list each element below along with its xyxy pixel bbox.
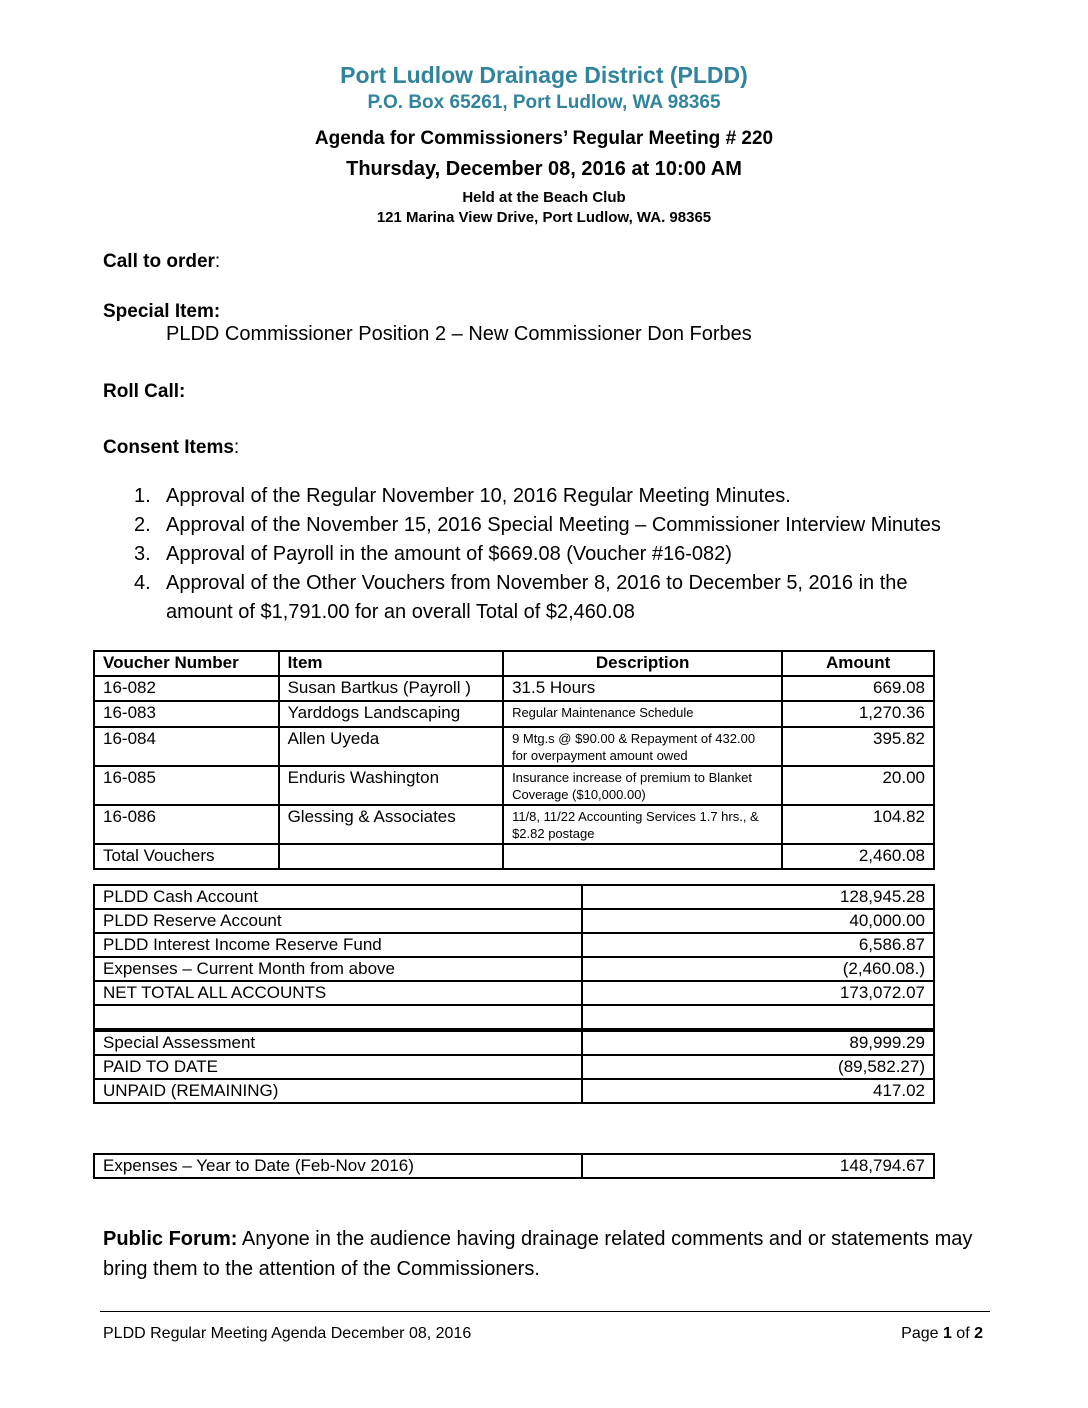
voucher-description: Regular Maintenance Schedule <box>503 701 782 727</box>
ytd-label: Expenses – Year to Date (Feb-Nov 2016) <box>94 1154 582 1178</box>
consent-item <box>134 511 974 540</box>
voucher-amount: 104.82 <box>782 805 934 844</box>
voucher-amount: 395.82 <box>782 727 934 766</box>
item-number: 1. <box>134 485 151 507</box>
item-number: 3. <box>134 543 151 565</box>
accounts-table <box>93 884 935 1104</box>
ytd-expenses-table <box>93 1153 935 1179</box>
consent-list <box>134 482 974 627</box>
account-value: 173,072.07 <box>582 981 934 1005</box>
empty-cell <box>503 844 782 869</box>
agenda-title: Agenda for Commissioners’ Regular Meeting # 220 <box>314 128 774 149</box>
org-address: P.O. Box 65261, Port Ludlow, WA 98365 <box>367 92 721 113</box>
account-row-special-assessment <box>94 1030 934 1055</box>
page-current: 1 <box>942 1325 952 1342</box>
page-indicator <box>901 1325 983 1343</box>
ytd-row <box>94 1154 934 1178</box>
page-prefix: Page <box>901 1325 943 1342</box>
voucher-number: 16-083 <box>94 701 279 727</box>
voucher-amount: 669.08 <box>782 676 934 701</box>
voucher-number: 16-085 <box>94 766 279 805</box>
footer-divider <box>100 1311 990 1312</box>
account-label: PLDD Cash Account <box>94 885 582 909</box>
account-row-blank <box>94 1005 934 1030</box>
meeting-datetime: Thursday, December 08, 2016 at 10:00 AM <box>346 158 742 180</box>
voucher-number: 16-082 <box>94 676 279 701</box>
consent-item <box>134 482 974 511</box>
table-row <box>94 727 934 766</box>
venue-address: 121 Marina View Drive, Port Ludlow, WA. 98365 <box>376 209 712 226</box>
account-label: PLDD Interest Income Reserve Fund <box>94 933 582 957</box>
special-item-text: PLDD Commissioner Position 2 – New Commissioner Don Forbes <box>166 323 752 345</box>
account-value: 89,999.29 <box>582 1030 934 1055</box>
footer-title: PLDD Regular Meeting Agenda December 08, 2016 <box>103 1325 472 1342</box>
empty-cell <box>94 1005 582 1030</box>
voucher-item: Susan Bartkus (Payroll ) <box>279 676 504 701</box>
account-row-cash <box>94 885 934 909</box>
ytd-value: 148,794.67 <box>582 1154 934 1178</box>
account-value: (89,582.27) <box>582 1055 934 1079</box>
empty-cell <box>279 844 504 869</box>
colon: : <box>214 251 221 272</box>
voucher-description: 31.5 Hours <box>503 676 782 701</box>
voucher-item: Glessing & Associates <box>279 805 504 844</box>
account-row-reserve <box>94 909 934 933</box>
account-value: 40,000.00 <box>582 909 934 933</box>
account-row-unpaid <box>94 1079 934 1103</box>
total-label: Total Vouchers <box>94 844 279 869</box>
voucher-amount: 20.00 <box>782 766 934 805</box>
account-row-paid-to-date <box>94 1055 934 1079</box>
account-row-net-total <box>94 981 934 1005</box>
voucher-item: Allen Uyeda <box>279 727 504 766</box>
account-label: PAID TO DATE <box>94 1055 582 1079</box>
public-forum-text: Anyone in the audience having drainage related comments and or statements may bring them to the attention of the Commissioners. <box>103 1228 973 1280</box>
account-label: PLDD Reserve Account <box>94 909 582 933</box>
col-header-item: Item <box>279 651 504 676</box>
consent-items-label: Consent Items <box>103 437 234 458</box>
account-label: Special Assessment <box>94 1030 582 1055</box>
table-row <box>94 676 934 701</box>
voucher-description: 11/8, 11/22 Accounting Services 1.7 hrs., & $2.82 postage <box>503 805 782 844</box>
item-text: Approval of Payroll in the amount of $669.08 (Voucher #16-082) <box>166 543 732 565</box>
total-row <box>94 844 934 869</box>
account-label: UNPAID (REMAINING) <box>94 1079 582 1103</box>
item-text: Approval of the Other Vouchers from November 8, 2016 to December 5, 2016 in the amount of $1,791.00 for an overall Total of $2,460.08 <box>166 572 908 623</box>
col-header-description: Description <box>503 651 782 676</box>
voucher-table <box>93 650 935 870</box>
account-value: 417.02 <box>582 1079 934 1103</box>
item-number: 2. <box>134 514 151 536</box>
public-forum <box>103 1224 993 1284</box>
colon: : <box>233 437 240 458</box>
voucher-item: Enduris Washington <box>279 766 504 805</box>
total-amount: 2,460.08 <box>782 844 934 869</box>
account-value: 6,586.87 <box>582 933 934 957</box>
voucher-number: 16-084 <box>94 727 279 766</box>
venue: Held at the Beach Club <box>462 189 626 206</box>
account-row-interest <box>94 933 934 957</box>
call-to-order-heading <box>103 251 220 273</box>
consent-item <box>134 569 974 627</box>
account-label: NET TOTAL ALL ACCOUNTS <box>94 981 582 1005</box>
org-name: Port Ludlow Drainage District (PLDD) <box>340 62 748 88</box>
voucher-header-row <box>94 651 934 676</box>
item-text: Approval of the Regular November 10, 2016 Regular Meeting Minutes. <box>166 485 791 507</box>
consent-item <box>134 540 974 569</box>
page-of: of <box>951 1325 975 1342</box>
voucher-number: 16-086 <box>94 805 279 844</box>
col-header-amount: Amount <box>782 651 934 676</box>
table-row <box>94 766 934 805</box>
voucher-description: Insurance increase of premium to Blanket Coverage ($10,000.00) <box>503 766 782 805</box>
item-number: 4. <box>134 572 151 594</box>
account-value: (2,460.08.) <box>582 957 934 981</box>
account-row-expenses <box>94 957 934 981</box>
table-row <box>94 805 934 844</box>
table-row <box>94 701 934 727</box>
roll-call-heading: Roll Call: <box>103 381 186 402</box>
special-item-heading: Special Item: <box>103 301 221 322</box>
account-label: Expenses – Current Month from above <box>94 957 582 981</box>
empty-cell <box>582 1005 934 1030</box>
col-header-voucher-number: Voucher Number <box>94 651 279 676</box>
public-forum-label: Public Forum: <box>103 1228 238 1250</box>
account-value: 128,945.28 <box>582 885 934 909</box>
voucher-amount: 1,270.36 <box>782 701 934 727</box>
voucher-description: 9 Mtg.s @ $90.00 & Repayment of 432.00 for overpayment amount owed <box>503 727 782 766</box>
voucher-item: Yarddogs Landscaping <box>279 701 504 727</box>
item-text: Approval of the November 15, 2016 Special Meeting – Commissioner Interview Minutes <box>166 514 941 536</box>
call-to-order-label: Call to order <box>103 251 215 272</box>
page-total: 2 <box>974 1325 983 1342</box>
consent-items-heading <box>103 437 239 459</box>
